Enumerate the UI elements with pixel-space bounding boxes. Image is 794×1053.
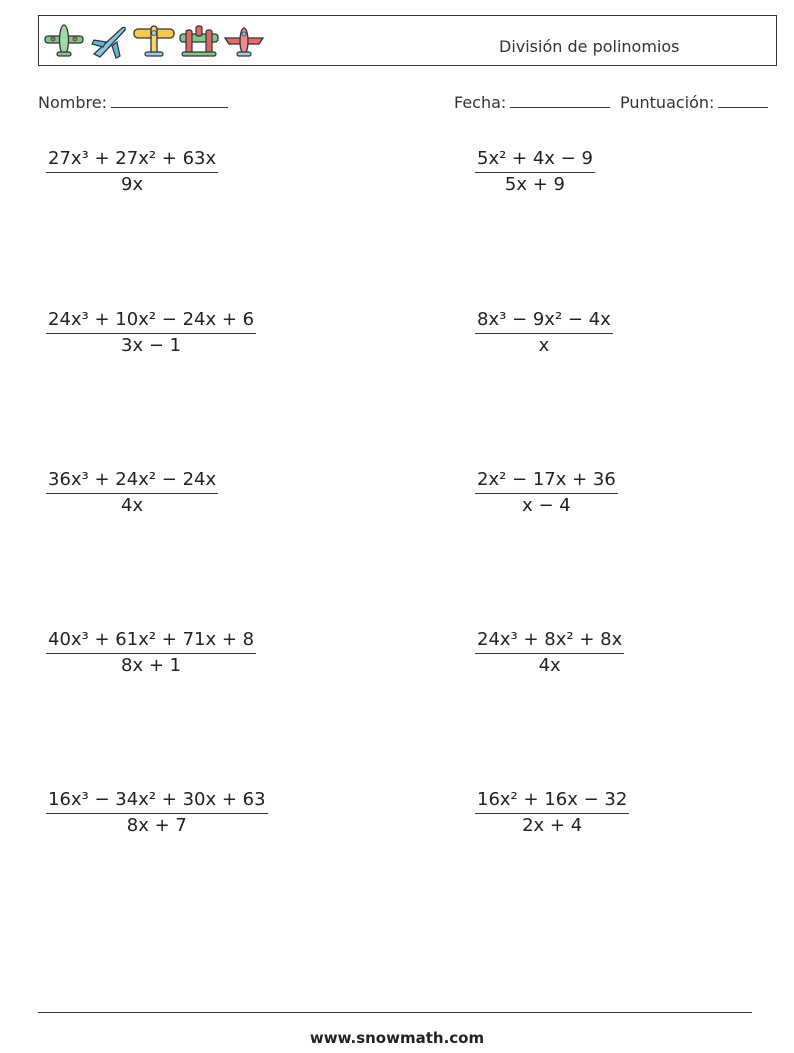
name-label: Nombre: — [38, 93, 107, 112]
name-blank — [111, 93, 228, 108]
numerator: 24x³ + 8x² + 8x — [477, 629, 623, 650]
green-airplane-icon — [43, 20, 85, 62]
denominator: 8x + 1 — [121, 655, 182, 676]
denominator: 4x — [538, 655, 561, 676]
red-green-plane-icon — [178, 20, 220, 62]
problem-2 — [475, 148, 595, 196]
problem-6 — [475, 469, 618, 517]
denominator: 5x + 9 — [504, 174, 566, 195]
numerator: 24x³ + 10x² − 24x + 6 — [48, 309, 255, 330]
problem-1 — [46, 148, 218, 196]
problem-5 — [46, 469, 218, 517]
denominator: 8x + 7 — [126, 815, 187, 836]
numerator: 16x³ − 34x² + 30x + 63 — [48, 789, 266, 810]
score-field — [620, 93, 768, 112]
numerator: 8x³ − 9x² − 4x — [477, 309, 611, 330]
worksheet-title: División de polinomios — [499, 37, 680, 56]
blue-jet-icon — [88, 20, 130, 62]
denominator: x − 4 — [522, 495, 571, 516]
numerator: 36x³ + 24x² − 24x — [48, 469, 217, 490]
numerator: 5x² + 4x − 9 — [477, 148, 593, 169]
numerator: 27x³ + 27x² + 63x — [48, 148, 217, 169]
date-label: Fecha: — [454, 93, 507, 112]
score-label: Puntuación: — [620, 93, 715, 112]
airplane-icons — [43, 21, 268, 61]
numerator: 16x² + 16x − 32 — [477, 789, 628, 810]
footer-site[interactable]: www.snowmath.com — [309, 1029, 485, 1047]
problem-4 — [475, 309, 613, 357]
yellow-biplane-icon — [133, 20, 175, 62]
name-field — [38, 93, 228, 112]
denominator: 4x — [121, 495, 144, 516]
worksheet-header — [38, 15, 777, 66]
problem-7 — [46, 629, 256, 677]
numerator: 2x² − 17x + 36 — [477, 469, 616, 490]
red-airplane-icon — [223, 20, 265, 62]
problem-3 — [46, 309, 256, 357]
denominator: 9x — [121, 174, 144, 195]
footer-divider — [38, 1012, 752, 1013]
score-blank — [718, 93, 768, 108]
date-field — [454, 93, 610, 112]
numerator: 40x³ + 61x² + 71x + 8 — [48, 629, 255, 650]
problem-8 — [475, 629, 624, 677]
denominator: x — [538, 335, 550, 356]
problem-9 — [46, 789, 268, 837]
problem-10 — [475, 789, 629, 837]
date-blank — [510, 93, 610, 108]
denominator: 2x + 4 — [522, 815, 583, 836]
denominator: 3x − 1 — [121, 335, 182, 356]
